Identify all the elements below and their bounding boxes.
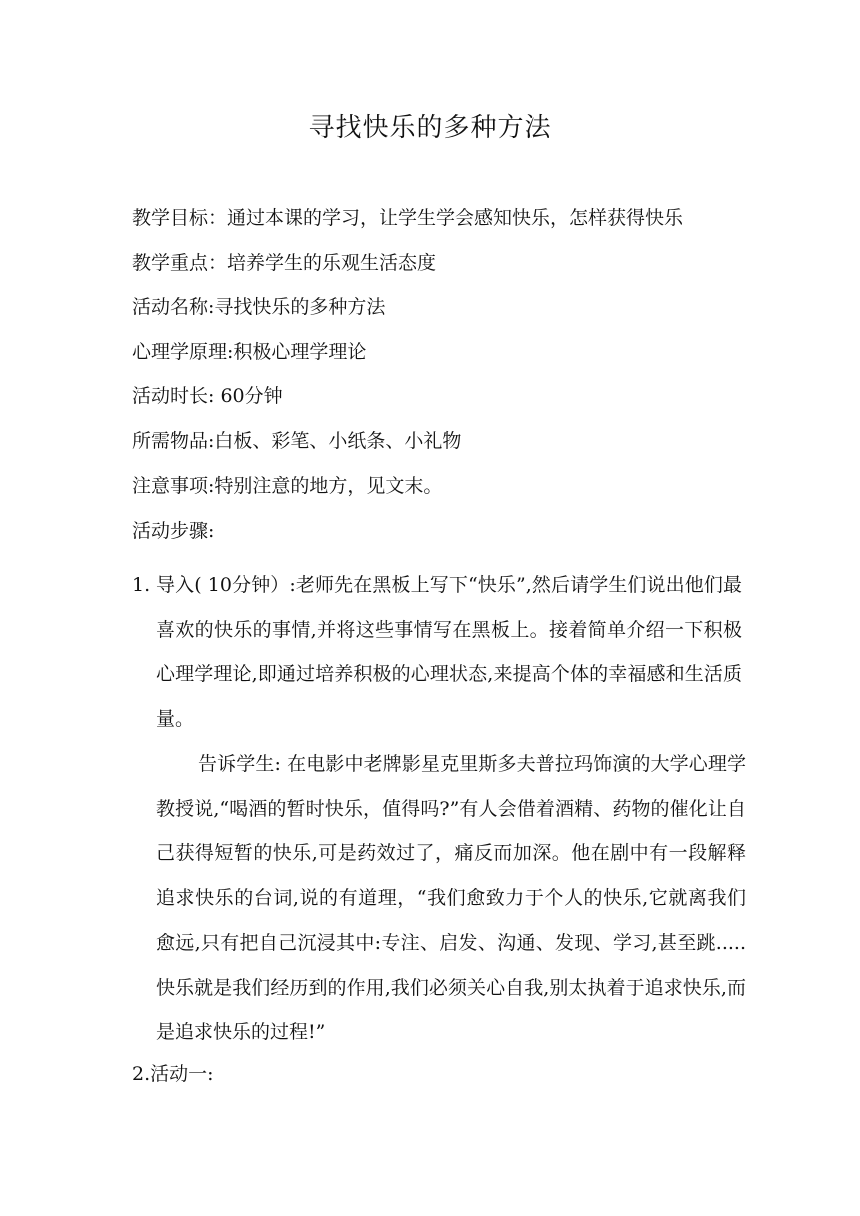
document-title: 寻找快乐的多种方法	[308, 113, 552, 143]
required-items: 所需物品:白板、彩笔、小纸条、小礼物	[132, 430, 462, 452]
step-1	[132, 563, 742, 742]
psychology-principle: 心理学原理:积极心理学理论	[132, 341, 367, 363]
step-1-number: 1.	[132, 574, 151, 596]
teaching-goal: 教学目标：通过本课的学习，让学生学会感知快乐，怎样获得快乐	[132, 207, 684, 229]
quote-paragraph: 告诉学生: 在电影中老牌影星克里斯多夫普拉玛饰演的大学心理学教授说,“喝酒的暂时快乐，值得吗?”有人会借着酒精、药物的催化让自己获得短暂的快乐,可是药效过了，痛反而加深。他在剧中有一段解释追求快乐的台词,说的有道理，“我们愈致力于个人的快乐,它就离我们愈远,只有把自己沉浸其中:专注、启发、沟通、发现、学习,甚至跳.....快乐就是我们经历到的作用,我们必须关心自我,别太执着于追求快乐,而是追求快乐的过程!”	[156, 753, 746, 1044]
step-1-text: 导入( 10分钟）:老师先在黑板上写下“快乐”,然后请学生们说出他们最喜欢的快乐的事情,并将这些事情写在黑板上。接着简单介绍一下积极心理学理论,即通过培养积极的心理状态,来提高个体的幸福感和生活质量。	[156, 574, 742, 731]
notes: 注意事项:特别注意的地方，见文末。	[132, 475, 443, 497]
step-2: 2.活动一:	[132, 1063, 214, 1085]
activity-name: 活动名称:寻找快乐的多种方法	[132, 296, 386, 318]
teaching-focus: 教学重点：培养学生的乐观生活态度	[132, 252, 437, 274]
activity-steps-heading: 活动步骤:	[132, 520, 215, 542]
activity-duration: 活动时长: 60分钟	[132, 385, 283, 407]
